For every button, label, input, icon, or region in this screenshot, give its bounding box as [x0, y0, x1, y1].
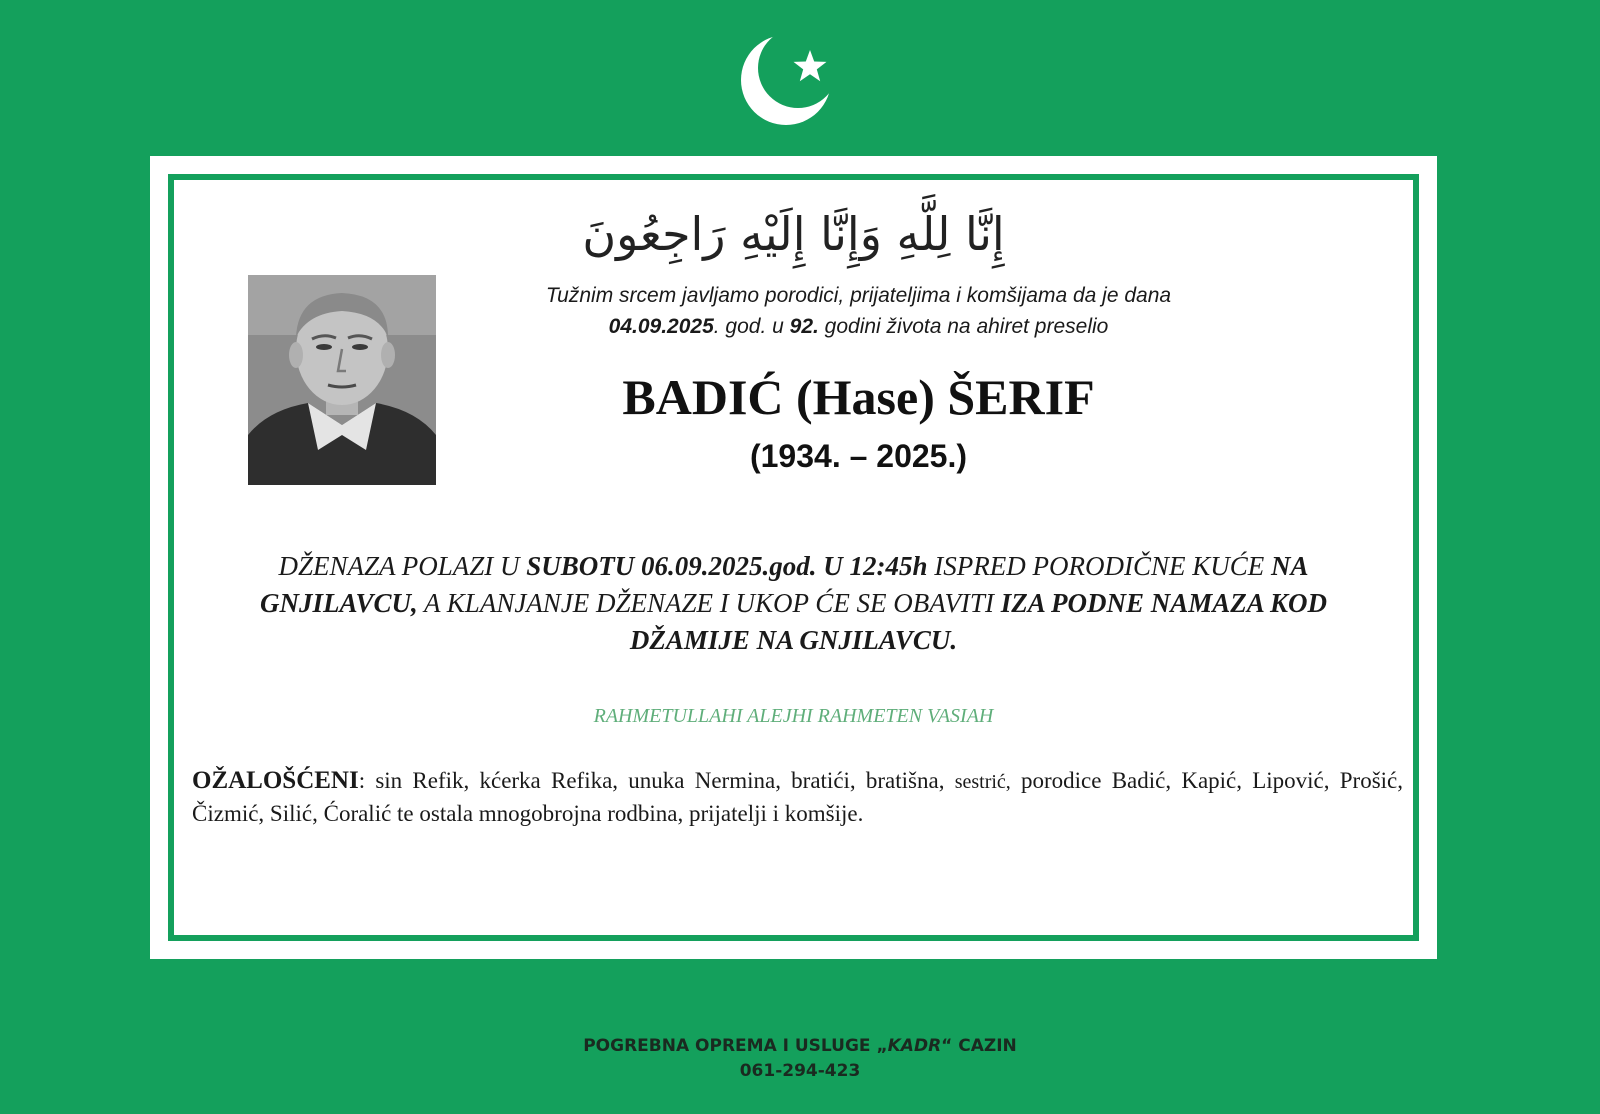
deceased-portrait	[248, 275, 436, 485]
death-date: 04.09.2025	[608, 315, 714, 338]
intro-mid-1: . god. u	[713, 315, 790, 338]
mourners-label: OŽALOŠĆENI	[192, 767, 359, 794]
footer-phone: 061-294-423	[739, 1061, 861, 1081]
funeral-burial: IZA PODNE NAMAZA KOD DŽAMIJE NA GNJILAVCU.	[629, 588, 1327, 655]
mourners-small: sestrić,	[954, 771, 1011, 793]
intro-line-1: Tužnim srcem javljamo porodici, prijateljima i komšijama da je dana	[545, 284, 1172, 307]
funeral-part-3: A KLANJANJE DŽENAZE I UKOP ĆE SE OBAVITI	[417, 588, 1001, 618]
arabic-verse: إِنَّا لِلَّهِ وَإِنَّا إِلَيْهِ رَاجِعُونَ	[582, 207, 1005, 261]
crescent-star-svg	[740, 28, 840, 128]
mourners-text-2: porodice Badić, Kapić, Lipović, Prošić, Čizmić, Silić, Ćoralić te ostala mnogobrojna rodbina, prijatelji i komšije.	[192, 768, 1403, 826]
funeral-date-time: SUBOTU 06.09.2025.god. U 12:45h	[526, 551, 928, 581]
footer-post: “ CAZIN	[941, 1036, 1017, 1056]
funeral-location: NA GNJILAVCU,	[260, 551, 1309, 618]
intro-mid-2: godini života na ahiret preselio	[818, 315, 1109, 338]
footer-pre: POGREBNA OPREMA I USLUGE „	[583, 1036, 888, 1056]
funeral-announcement	[214, 548, 1373, 659]
intro-text	[454, 280, 1263, 342]
footer-company	[0, 1034, 1600, 1059]
prayer-line: RAHMETULLAHI ALEJHI RAHMETEN VASIAH	[593, 705, 994, 727]
deceased-name: BADIĆ (Hase) ŠERIF	[622, 369, 1095, 425]
age: 92.	[789, 315, 819, 338]
obituary-card	[150, 156, 1437, 959]
crescent-shape	[741, 35, 831, 125]
crescent-star-icon	[740, 28, 840, 128]
obituary-card-frame	[168, 174, 1419, 941]
funeral-part-2: ISPRED PORODIČNE KUĆE	[927, 551, 1272, 581]
life-years: (1934. – 2025.)	[749, 438, 968, 474]
mourners-text-1: : sin Refik, kćerka Refika, unuka Nermina, bratići, bratišna,	[358, 768, 955, 793]
mourners-paragraph	[192, 765, 1403, 830]
funeral-part-1: DŽENAZA POLAZI U	[278, 551, 527, 581]
footer	[0, 1034, 1600, 1084]
intro-line-2	[454, 311, 1263, 342]
footer-brand: KADR	[887, 1036, 942, 1056]
portrait-svg	[248, 275, 436, 485]
